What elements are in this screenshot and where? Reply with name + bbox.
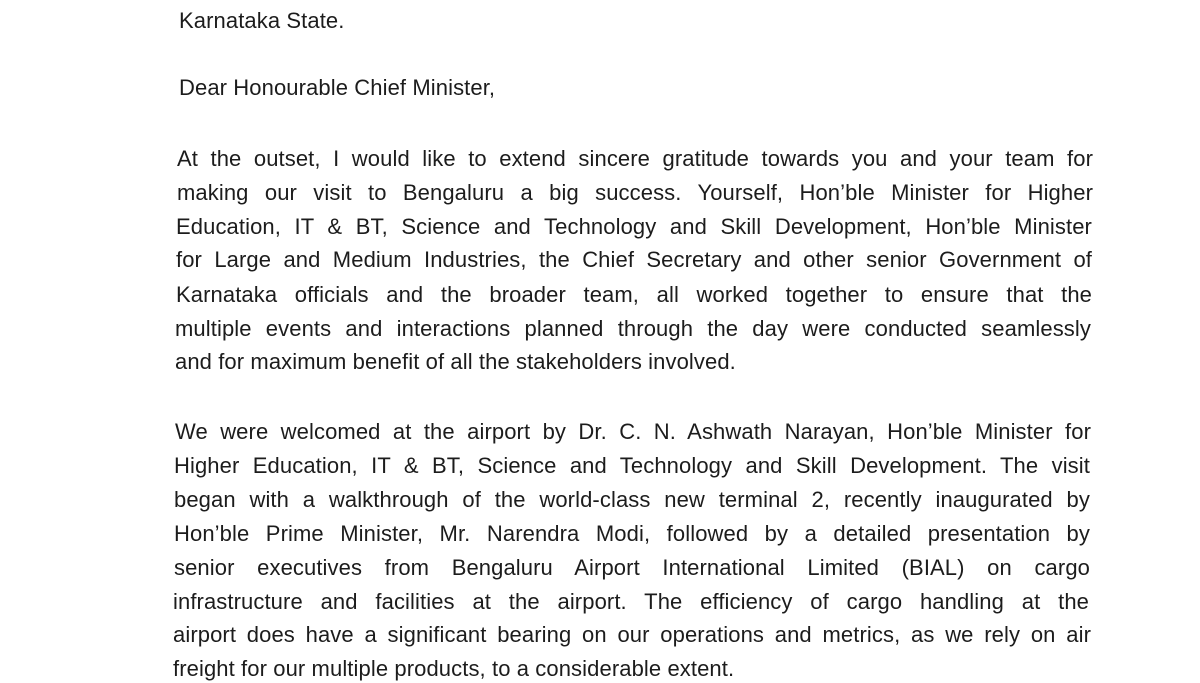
salutation: Dear Honourable Chief Minister, (179, 75, 496, 100)
paragraph-1-line: At the outset, I would like to extend sincere gratitude towards you and your team for (177, 146, 1093, 171)
paragraph-2-line: infrastructure and facilities at the airport. The efficiency of cargo handling at the (173, 589, 1089, 614)
address-line: Karnataka State. (179, 8, 345, 33)
paragraph-1-line: making our visit to Bengaluru a big success. Yourself, Hon’ble Minister for Higher (177, 180, 1093, 205)
paragraph-1-line: for Large and Medium Industries, the Chief Secretary and other senior Government of (176, 247, 1092, 272)
paragraph-1-line: Education, IT & BT, Science and Technology and Skill Development, Hon’ble Minister (176, 214, 1092, 239)
paragraph-2-line: Higher Education, IT & BT, Science and Technology and Skill Development. The visit (174, 453, 1090, 478)
paragraph-1-line: and for maximum benefit of all the stakeholders involved. (175, 349, 736, 374)
paragraph-2-line: freight for our multiple products, to a considerable extent. (173, 656, 735, 681)
paragraph-2-line: began with a walkthrough of the world-class new terminal 2, recently inaugurated by (174, 487, 1090, 512)
paragraph-1-line: multiple events and interactions planned through the day were conducted seamlessly (175, 316, 1091, 341)
paragraph-2-line: We were welcomed at the airport by Dr. C. N. Ashwath Narayan, Hon’ble Minister for (175, 419, 1091, 444)
paragraph-1-line: Karnataka officials and the broader team, all worked together to ensure that the (176, 282, 1092, 307)
paragraph-2-line: airport does have a significant bearing on our operations and metrics, as we rely on air (173, 622, 1091, 647)
paragraph-2-line: senior executives from Bengaluru Airport International Limited (BIAL) on cargo (174, 555, 1090, 580)
paragraph-2-line: Hon’ble Prime Minister, Mr. Narendra Modi, followed by a detailed presentation by (174, 521, 1090, 546)
